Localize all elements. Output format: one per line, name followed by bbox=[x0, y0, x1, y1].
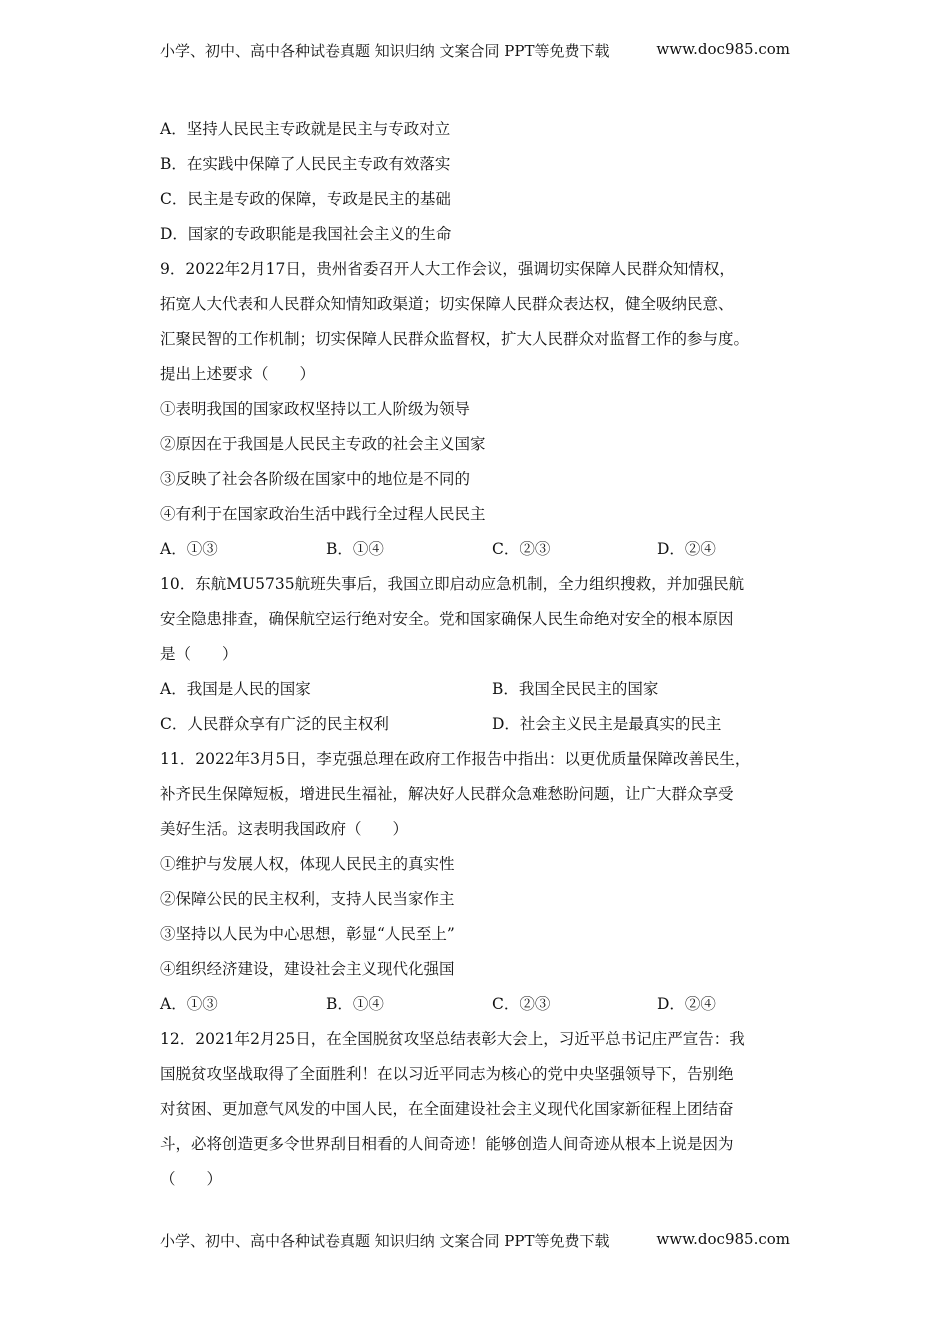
q12-stem-line: 对贫困、更加意气风发的中国人民，在全面建设社会主义现代化国家新征程上团结奋 bbox=[160, 1100, 734, 1118]
q10-stem-line: 安全隐患排查，确保航空运行绝对安全。党和国家确保人民生命绝对安全的根本原因 bbox=[160, 610, 734, 628]
page-header bbox=[160, 40, 790, 61]
q10-options-row2 bbox=[160, 707, 792, 742]
q9-item-4: ④有利于在国家政治生活中践行全过程人民民主 bbox=[160, 505, 486, 523]
q11-stem-line: 补齐民生保障短板，增进民生福祉，解决好人民群众急难愁盼问题，让广大群众享受 bbox=[160, 785, 734, 803]
q9-stem-line: 汇聚民智的工作机制；切实保障人民群众监督权，扩大人民群众对监督工作的参与度。 bbox=[160, 330, 750, 348]
q10-stem-line: 是（ ） bbox=[160, 645, 238, 663]
q12-stem-line: （ ） bbox=[160, 1170, 223, 1188]
q11-item-4: ④组织经济建设，建设社会主义现代化强国 bbox=[160, 960, 455, 978]
q10-options-row1 bbox=[160, 672, 792, 707]
document-body bbox=[160, 112, 792, 1197]
q12-stem-line: 国脱贫攻坚战取得了全面胜利！在以习近平同志为核心的党中央坚强领导下，告别绝 bbox=[160, 1065, 734, 1083]
q9-stem-line: 9．2022年2月17日，贵州省委召开人大工作会议，强调切实保障人民群众知情权， bbox=[160, 260, 735, 278]
q11-options bbox=[160, 987, 792, 1022]
q10-stem-line: 10．东航MU5735航班失事后，我国立即启动应急机制，全力组织搜救，并加强民航 bbox=[160, 575, 745, 593]
q10-option-b: B．我国全民民主的国家 bbox=[492, 680, 659, 698]
q9-item-1: ①表明我国的国家政权坚持以工人阶级为领导 bbox=[160, 400, 471, 418]
q11-option-a: A．①③ bbox=[160, 995, 218, 1013]
q9-stem-line: 拓宽人大代表和人民群众知情知政渠道；切实保障人民群众表达权，健全吸纳民意、 bbox=[160, 295, 734, 313]
q11-stem-line: 美好生活。这表明我国政府（ ） bbox=[160, 820, 409, 838]
q12-stem-line: 12．2021年2月25日，在全国脱贫攻坚总结表彰大会上，习近平总书记庄严宣告：我 bbox=[160, 1030, 745, 1048]
q10-option-c: C．人民群众享有广泛的民主权利 bbox=[160, 715, 389, 733]
q11-option-b: B．①④ bbox=[326, 995, 384, 1013]
q9-item-3: ③反映了社会各阶级在国家中的地位是不同的 bbox=[160, 470, 471, 488]
page-footer bbox=[160, 1230, 790, 1251]
q9-options bbox=[160, 532, 792, 567]
q9-option-c: C．②③ bbox=[492, 540, 551, 558]
q12-stem-line: 斗，必将创造更多令世界刮目相看的人间奇迹！能够创造人间奇迹从根本上说是因为 bbox=[160, 1135, 734, 1153]
q9-stem-line: 提出上述要求（ ） bbox=[160, 365, 316, 383]
q8-option-a: A．坚持人民民主专政就是民主与专政对立 bbox=[160, 120, 451, 138]
q10-option-a: A．我国是人民的国家 bbox=[160, 680, 311, 698]
q8-option-d: D．国家的专政职能是我国社会主义的生命 bbox=[160, 225, 452, 243]
q11-item-3: ③坚持以人民为中心思想，彰显“人民至上” bbox=[160, 925, 455, 943]
q9-option-a: A．①③ bbox=[160, 540, 218, 558]
q8-option-b: B．在实践中保障了人民民主专政有效落实 bbox=[160, 155, 451, 173]
q11-item-2: ②保障公民的民主权利，支持人民当家作主 bbox=[160, 890, 455, 908]
q8-option-c: C．民主是专政的保障，专政是民主的基础 bbox=[160, 190, 451, 208]
footer-text: 小学、初中、高中各种试卷真题 知识归纳 文案合同 PPT等免费下载 bbox=[160, 1232, 610, 1250]
q11-item-1: ①维护与发展人权，体现人民民主的真实性 bbox=[160, 855, 455, 873]
q9-option-d: D．②④ bbox=[657, 540, 716, 558]
q11-stem-line: 11．2022年3月5日，李克强总理在政府工作报告中指出：以更优质量保障改善民生， bbox=[160, 750, 751, 768]
q10-option-d: D．社会主义民主是最真实的民主 bbox=[492, 715, 722, 733]
q9-item-2: ②原因在于我国是人民民主专政的社会主义国家 bbox=[160, 435, 486, 453]
footer-url: www.doc985.com bbox=[656, 1230, 790, 1248]
q11-option-c: C．②③ bbox=[492, 995, 551, 1013]
header-url: www.doc985.com bbox=[656, 40, 790, 58]
header-text: 小学、初中、高中各种试卷真题 知识归纳 文案合同 PPT等免费下载 bbox=[160, 42, 610, 60]
q11-option-d: D．②④ bbox=[657, 995, 716, 1013]
q9-option-b: B．①④ bbox=[326, 540, 384, 558]
